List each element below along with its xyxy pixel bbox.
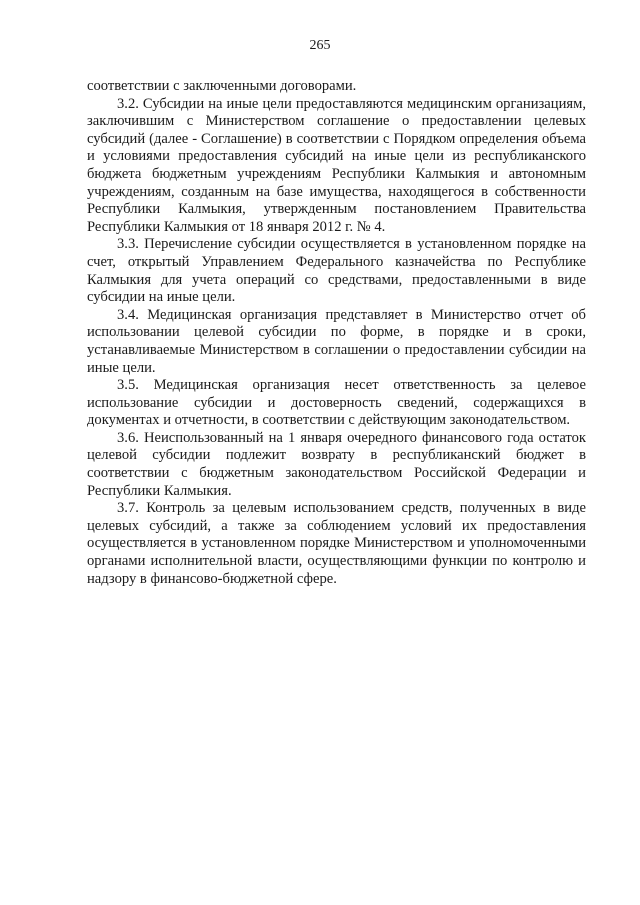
- paragraph-continuation: соответствии с заключенными договорами.: [87, 78, 357, 94]
- page-number: 265: [309, 38, 331, 53]
- paragraph-3-6: 3.6. Неиспользованный на 1 января очередного финансового года остаток целевой субсидии подлежит возврату в республиканский бюджет в соответствии с бюджетным законодательством Российской Федерации и Республики Калмыкия.: [87, 429, 586, 499]
- paragraph-3-4: 3.4. Медицинская организация представляет в Министерство отчет об использовании целевой субсидии по форме, в порядке и в сроки, устанавливаемые Министерством в соглашении о предоставлении субсидии на иные цели.: [87, 306, 586, 376]
- paragraph-3-3: 3.3. Перечисление субсидии осуществляется в установленном порядке на счет, открытый Управлением Федерального казначейства по Республике Калмыкия для учета операций со средствами, предоставленными в виде субсидии на иные цели.: [87, 236, 586, 306]
- paragraph-3-5: 3.5. Медицинская организация несет ответственность за целевое использование субсидии и достоверность сведений, содержащихся в документах и отчетности, в соответствии с действующим законодательством.: [87, 377, 586, 429]
- paragraph-3-2: 3.2. Субсидии на иные цели предоставляются медицинским организациям, заключившим с Министерством соглашение о предоставлении целевых субсидий (далее - Соглашение) в соответствии с Порядком определения объема и условиями предоставления субсидий на иные цели из республиканского бюджета бюджетным учреждениям Республики Калмыкия и автономным учреждениям, созданным на базе имущества, находящегося в собственности Республики Калмыкия, утвержденным постановлением Правительства Республики Калмыкия от 18 января 2012 г. № 4.: [87, 95, 586, 235]
- document-body: [87, 78, 586, 588]
- paragraph-3-7: 3.7. Контроль за целевым использованием средств, полученных в виде целевых субсидий, а также за соблюдением условий их предоставления осуществляется в установленном порядке Министерством и уполномоченными органами исполнительной власти, осуществляющими функции по контролю и надзору в финансово-бюджетной сфере.: [87, 500, 586, 587]
